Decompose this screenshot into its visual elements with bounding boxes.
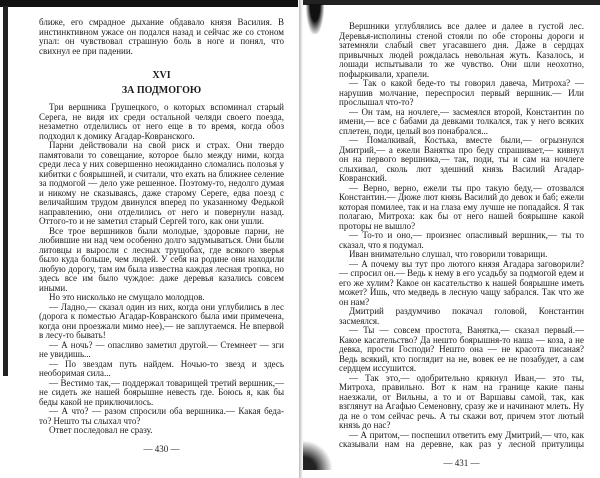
paragraph: — А ночь? — опасливо заметил другой.— Стемнеет — зги не увидишь...: [39, 339, 284, 359]
scan-edge-top-right: [300, 0, 600, 5]
paragraph: Ответ последовал не сразу.: [49, 425, 153, 435]
paragraph: — А почему вы тут про лютого князя Агадара заговорили? — спросил он.— Ведь к нему в его усадьбу за подмогой едем и его же хулим? Какое он касательство к нашей боярышне иметь может? Ишь, что медведь в лесную чащу забрался. Так что же он нам?: [339, 258, 584, 307]
paragraph: — Так это,— одобрительно крякнул Иван,— это ты, Митроха, правильно. Вот к нам на границе какие паны наезжали, от Вильны, а то и от Варшавы самой, так, как взглянут на Агафью Семеновну, сразу же и начинают млеть. Ну да не о том сейчас речь. А ты скажи вот, причем этот лютый князь до нас?: [339, 372, 584, 430]
page-number-left: — 430 —: [143, 443, 180, 454]
binding-edge: [3, 6, 8, 376]
paragraph: Но это нисколько не смущало молодцов.: [49, 292, 205, 302]
chapter-number: XVI: [152, 70, 171, 81]
paragraph: — А притом,— поспешил ответить ему Дмитрий,— что, как сказывали нам на деревне, как раз у лесной притулицы: [339, 429, 584, 449]
paragraph: — Помалкивай, Костька, вместе были,— огрызнулся Дмитрий,— а ежели Ванятка про беду спрашивает,— кивнул он на первого вершника,— так, поди, ты и сам на ночлеге слыхивал, сколь лют здешний князь Василий Агадар-Ковранский.: [339, 135, 584, 183]
paragraph: — Ты — совсем простота, Ванятка,— сказал первый.— Какое касательство? Да нешто боярышня-то наша — коза, а не девка, прости Господи? Нешто она — не красота писаная? Ведь всякий, кто поглядит на не, вовек ее не позабудет, а сам сердцем иссушится.: [339, 325, 584, 373]
scan-shadow: [306, 4, 324, 34]
paragraph: — Ладно,— сказал один из них, когда они углубились в лес (дорога к поместью Агадар-Ковранского была ими примечена, когда они проезжали мимо нее),— не заплутаемся. Не впервой в лесу-то бывать!: [39, 301, 284, 340]
scan-edge-top-left: [0, 0, 298, 7]
paragraph: — То-то и оно,— произнес опасливый вершник,— ты то сказал, что я подумал.: [339, 230, 584, 250]
page-number-right: — 431 —: [443, 457, 480, 468]
paragraph: — По звездам путь найдем. Ночью-то звезд и здесь необоримая сила...: [39, 358, 284, 378]
paragraph: — Вестимо так,— поддержал товарищей третий вершник,— не сидеть же нашей боярышне невесть где. Боюсь я, как бы беды какой не приключилось.: [39, 377, 284, 407]
paragraph: Вершники углублялись все далее и далее в густой лес. Деревья-исполины стеной стояли по обе стороны дороги и затемняли слабый свет угасавшего дня. Даже в сердцах привычных людей рождалась невольная жуть. Казалось, и лошади испытывали то же чувство. Они шли неохотно, пофыркивали, храпели.: [339, 21, 584, 79]
scan-shadow: [303, 440, 333, 470]
paragraph: — Он там, на ночлеге,— засмеялся второй, Константин по имени,— все с бабами да девками толкался, так у него всяких сплетен, поди, целый воз понабрался...: [339, 106, 584, 136]
paragraph: Все трое вершников были молодые, здоровые парни, не любившие ни над чем особенно долго задумываться. Они были литовцы и выросли с лесных трущобах, где всякого зверья было куда больше, чем людей. У себя на родине они находили любую дорогу, там им была известна каждая лесная тропка, но здесь все им было чуждое: даже деревья казались совсем иными.: [39, 225, 284, 293]
chapter-title: ЗА ПОДМОГОЮ: [121, 85, 202, 96]
left-page: [39, 18, 284, 454]
paragraph: Дмитрий раздумчиво покачал головой, Константин засмеялся.: [339, 306, 584, 326]
paragraph: — Верно, верно, ежели ты про такую беду,— отозвался Константин.— Дюже лют князь Василий до девок и баб; ежели которая помилее, так и на глаза ему лучше не попадайся. Я так полагаю, Митроха: как бы от него нашей боярышне какой проторы не вышло?: [339, 182, 584, 231]
paragraph: Парни действовали на свой риск и страх. Они твердо памятовали то совещание, которое было между ними, когда среди леса у них совершенно неожиданно сломались полозья у кибитки с боярышней, и считали, что ехать на ближнее селение за подмогой — дело уже решенное. Поэтому-то, недолго думая и никому не сказываясь, даже старому Сереге, едва поезд с величайшим трудом двинулся вперед по указанному Федькой направлению, они отделились от него и повернули назад. Оттого-то и не заметил старый Сергей того, как они ушли.: [39, 140, 284, 226]
paragraph: Иван внимательно слушал, что говорили товарищи.: [349, 249, 548, 259]
book-gutter: [299, 0, 303, 478]
paragraph: — А что? — разом спросили оба вершника.— Какая беда-то? Нешто ты слыхал что?: [39, 406, 284, 426]
right-page: [339, 22, 584, 468]
paragraph: Три вершника Грушецкого, о которых вспоминал старый Серега, не видя их среди остальной челяди своего поезда, незаметно отделились от него еще в то время, когда обоз подходил к домику Агадар-Ковранского.: [39, 102, 284, 141]
paragraph: ближе, его смрадное дыхание обдавало князя Василия. В инстинктивном ужасе он подался назад и сейчас же со стоном упал: он чувствовал страшную боль в ноге и понял, что свихнул ее при падении.: [39, 17, 284, 56]
paragraph: — Так о какой беде-то ты говорил давеча, Митроха? — нарушив молчание, переспросил первый вершник.— Или прослышал что-то?: [339, 78, 584, 107]
